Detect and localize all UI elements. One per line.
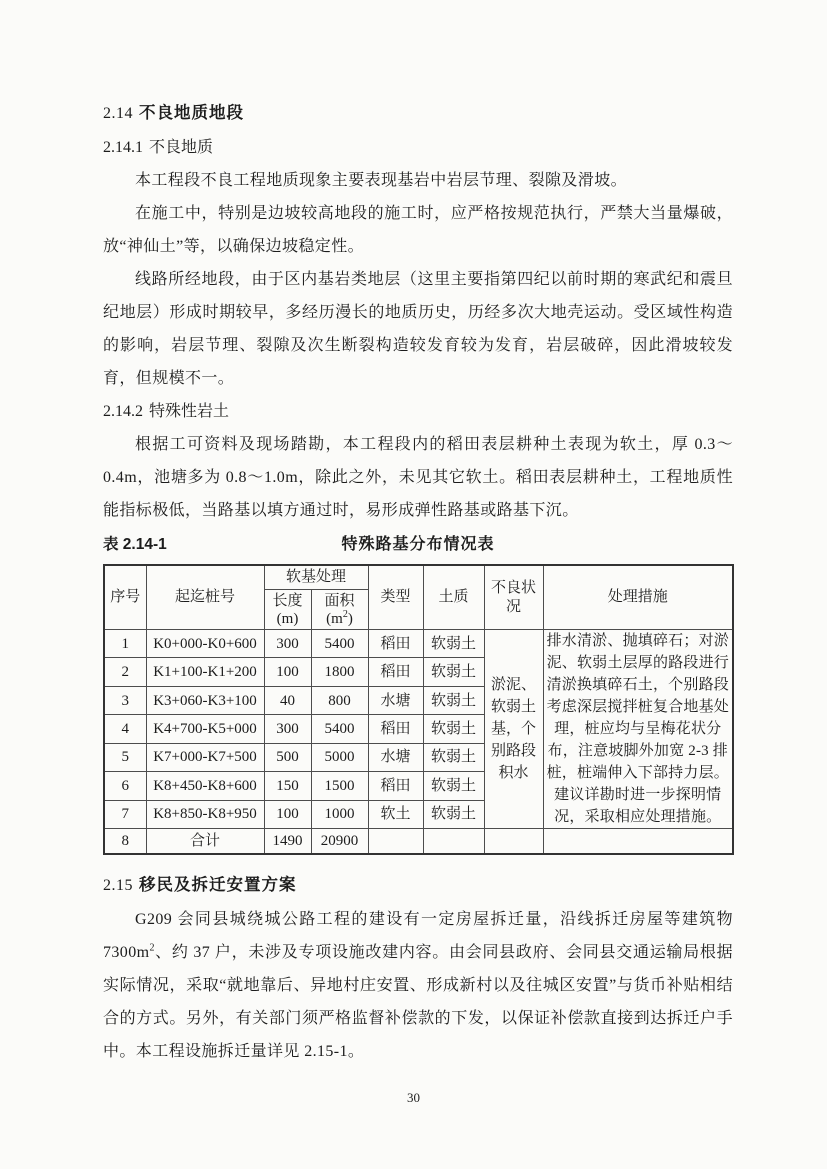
cell-soil: 软弱土 xyxy=(423,658,484,686)
table-caption-label: 表 2.14-1 xyxy=(103,536,167,553)
section-title: 不良地质地段 xyxy=(139,104,244,122)
section-heading-2-14 xyxy=(103,96,733,131)
cell-stake: K0+000-K0+600 xyxy=(146,630,264,658)
table-caption xyxy=(103,528,733,561)
section-number: 2.14 xyxy=(103,105,133,122)
header-area-unit-open: (m xyxy=(326,610,343,627)
cell-length: 300 xyxy=(264,715,311,743)
cell-type xyxy=(368,829,423,855)
subsection-heading-2-14-2 xyxy=(103,395,733,428)
cell-soil: 软弱土 xyxy=(423,800,484,828)
relocation-superscript: 2 xyxy=(149,942,155,954)
cell-area: 5400 xyxy=(311,715,368,743)
cell-length: 500 xyxy=(264,743,311,771)
cell-length: 100 xyxy=(264,658,311,686)
section-title: 移民及拆迁安置方案 xyxy=(139,876,297,894)
cell-stake: K7+000-K7+500 xyxy=(146,743,264,771)
cell-length: 150 xyxy=(264,772,311,800)
subsection-title: 特殊性岩土 xyxy=(149,403,230,420)
cell-length-total: 1490 xyxy=(264,829,311,855)
cell-soil: 软弱土 xyxy=(423,772,484,800)
table-header-row-1 xyxy=(104,565,733,590)
header-area-label: 面积 xyxy=(324,592,355,609)
cell-soil: 软弱土 xyxy=(423,743,484,771)
cell-seq: 7 xyxy=(104,800,146,828)
cell-seq: 1 xyxy=(104,630,146,658)
cell-type: 稻田 xyxy=(368,772,423,800)
cell-measures-empty xyxy=(543,829,733,855)
cell-area: 1500 xyxy=(311,772,368,800)
header-condition: 不良状况 xyxy=(484,565,543,630)
table-row-total xyxy=(104,829,733,855)
cell-seq: 6 xyxy=(104,772,146,800)
cell-area: 1000 xyxy=(311,800,368,828)
cell-stake: K4+700-K5+000 xyxy=(146,715,264,743)
subsection-number: 2.14.1 xyxy=(103,139,143,156)
table-row xyxy=(104,630,733,658)
header-soft-base: 软基处理 xyxy=(264,565,368,590)
cell-seq: 4 xyxy=(104,715,146,743)
cell-length: 100 xyxy=(264,800,311,828)
cell-soil: 软弱土 xyxy=(423,715,484,743)
subsection-title: 不良地质 xyxy=(149,139,214,156)
page-number: 30 xyxy=(407,1090,420,1105)
subsection-heading-2-14-1 xyxy=(103,131,733,164)
special-roadbed-distribution-table xyxy=(103,564,734,855)
cell-type: 水塘 xyxy=(368,686,423,714)
relocation-text-1: G209 会同县城绕城公路工程的建设有一定房屋拆迁量，沿线拆迁房屋等建筑物7300m xyxy=(103,911,733,961)
header-type: 类型 xyxy=(368,565,423,630)
paragraph-geology-2: 在施工中，特别是边坡较高地段的施工时，应严格按规范执行，严禁大当量爆破，放“神仙土”等，以确保边坡稳定性。 xyxy=(103,205,733,255)
header-length-label: 长度 xyxy=(272,592,303,609)
cell-area: 5400 xyxy=(311,630,368,658)
paragraph-geology-3: 线路所经地段，由于区内基岩类地层（这里主要指第四纪以前时期的寒武纪和震旦纪地层）形成时期较早，多经历漫长的地质历史，历经多次大地壳运动。受区域性构造的影响，岩层节理、裂隙及次生断裂构造较发育较为发育，岩层破碎，因此滑坡较发育，但规模不一。 xyxy=(103,271,733,387)
table-caption-title: 特殊路基分布情况表 xyxy=(341,536,495,553)
cell-type: 稻田 xyxy=(368,715,423,743)
header-seq: 序号 xyxy=(104,565,146,630)
section-heading-2-15 xyxy=(103,868,733,903)
page-content xyxy=(103,0,733,1068)
cell-area: 1800 xyxy=(311,658,368,686)
cell-condition-merged: 淤泥、软弱土基，个别路段积水 xyxy=(484,630,543,829)
header-area-unit xyxy=(314,610,366,628)
section-number: 2.15 xyxy=(103,877,133,894)
cell-area: 5000 xyxy=(311,743,368,771)
cell-soil: 软弱土 xyxy=(423,686,484,714)
cell-condition-empty xyxy=(484,829,543,855)
header-length xyxy=(264,590,311,630)
paragraph-special-soil: 根据工可资料及现场踏勘，本工程段内的稻田表层耕种土表现为软土，厚 0.3～0.4m，池塘多为 0.8～1.0m，除此之外，未见其它软土。稻田表层耕种土，工程地质性能指标极低，当路基以填方通过时，易形成弹性路基或路基下沉。 xyxy=(103,436,733,519)
cell-soil xyxy=(423,829,484,855)
cell-area: 800 xyxy=(311,686,368,714)
cell-length: 300 xyxy=(264,630,311,658)
cell-soil: 软弱土 xyxy=(423,630,484,658)
cell-stake: K1+100-K1+200 xyxy=(146,658,264,686)
header-area-unit-close: ) xyxy=(347,610,353,627)
header-area-unit-sup: 2 xyxy=(342,608,348,620)
cell-type: 软土 xyxy=(368,800,423,828)
cell-seq: 2 xyxy=(104,658,146,686)
header-soil: 土质 xyxy=(423,565,484,630)
cell-area-total: 20900 xyxy=(311,829,368,855)
cell-seq: 5 xyxy=(104,743,146,771)
cell-length: 40 xyxy=(264,686,311,714)
cell-seq: 8 xyxy=(104,829,146,855)
header-area xyxy=(311,590,368,630)
header-length-unit: (m) xyxy=(276,610,299,627)
cell-measures-merged: 排水清淤、抛填碎石；对淤泥、软弱土层厚的路段进行清淤换填碎石土，个别路段考虑深层搅拌桩复合地基处理，桩应均与呈梅花状分布，注意坡脚外加宽 2-3 排桩，桩端伸入下部持力层。建议详勘时进一步探明情况，采取相应处理措施。 xyxy=(543,630,733,829)
header-measures: 处理措施 xyxy=(543,565,733,630)
paragraph-geology-1: 本工程段不良工程地质现象主要表现基岩中岩层节理、裂隙及滑坡。 xyxy=(135,172,628,189)
paragraph-relocation xyxy=(103,903,733,1068)
cell-type: 水塘 xyxy=(368,743,423,771)
cell-stake-total: 合计 xyxy=(146,829,264,855)
cell-type: 稻田 xyxy=(368,658,423,686)
cell-seq: 3 xyxy=(104,686,146,714)
cell-stake: K8+450-K8+600 xyxy=(146,772,264,800)
cell-stake: K3+060-K3+100 xyxy=(146,686,264,714)
subsection-number: 2.14.2 xyxy=(103,403,143,420)
relocation-text-2: 、约 37 户，未涉及专项设施改建内容。由会同县政府、会同县交通运输局根据实际情况，采取“就地靠后、异地村庄安置、形成新村以及往城区安置”与货币补贴相结合的方式。另外，有关部门须严格监督补偿款的下发，以保证补偿款直接到达拆迁户手中。本工程设施拆迁量详见 2.15-1。 xyxy=(103,944,733,1060)
cell-stake: K8+850-K8+950 xyxy=(146,800,264,828)
cell-type: 稻田 xyxy=(368,630,423,658)
header-stake: 起迄桩号 xyxy=(146,565,264,630)
